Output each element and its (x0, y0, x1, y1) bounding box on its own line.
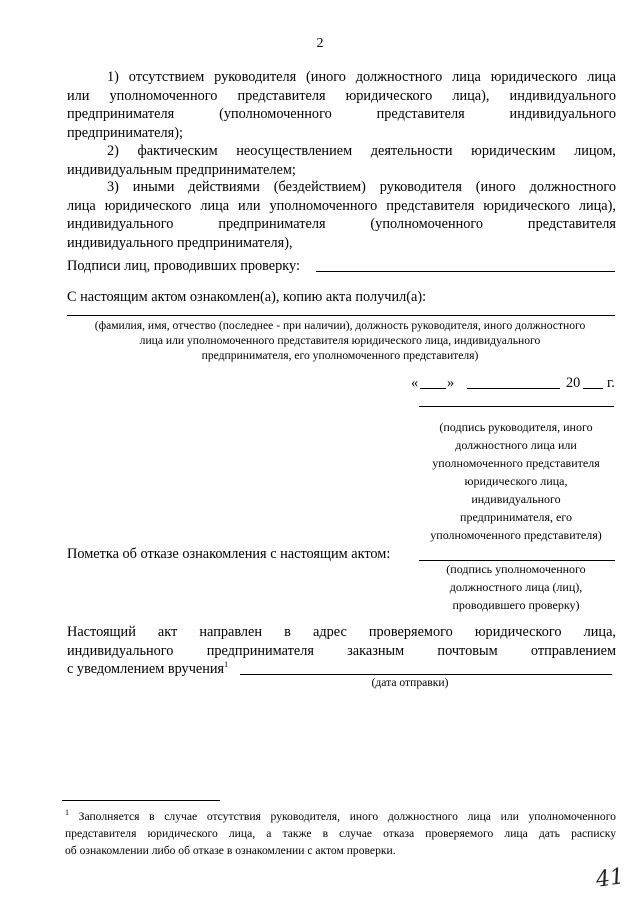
date-year-prefix: 20 (566, 375, 581, 391)
sent-footnote-mark: 1 (224, 660, 229, 670)
date-month-line (467, 388, 560, 389)
list-item-3-line-2: лица юридического лица или уполномоченного представителя юридического лица), (67, 197, 616, 214)
list-item-3-line-1: 3) иными действиями (бездействием) руководителя (иного должностного (107, 179, 616, 195)
list-item-3-line-4: индивидуального предпринимателя), (67, 234, 293, 251)
list-item-1 (67, 68, 616, 142)
list-item-1-line-3: предпринимателя (уполномоченного представителя индивидуального (67, 106, 616, 122)
footnote (65, 808, 616, 859)
handwritten-page-number: 41 (594, 864, 626, 893)
acquainted-caption (60, 318, 620, 363)
list-item-3 (67, 178, 616, 252)
footnote-separator (62, 800, 220, 801)
list-item-3-line-3: индивидуального предпринимателя (уполномоченного представителя (67, 216, 616, 232)
footnote-line-2: представителя юридического лица, а также в случае отказа проверяемого лица дать расписку (65, 827, 616, 840)
head-signature-line (419, 406, 614, 407)
date-open-quote: « (411, 375, 419, 391)
sent-date-caption: (дата отправки) (371, 676, 449, 689)
list-item-1-line-4: предпринимателя); (67, 124, 183, 141)
head-signature-caption-line-1: (подпись руководителя, иного (439, 420, 593, 434)
acquainted-caption-line-2: лица или уполномоченного представителя юридического лица, индивидуального (139, 334, 541, 347)
date-line (411, 374, 621, 394)
head-signature-caption-line-4: юридического лица, (464, 474, 568, 488)
refusal-caption (405, 560, 627, 614)
footnote-line-1 (65, 808, 616, 825)
head-signature-caption-line-2: должностного лица или (455, 438, 577, 452)
acquainted-caption-line-1: (фамилия, имя, отчество (последнее - при наличии), должность руководителя, иного должностного (94, 319, 586, 332)
footnote-line-3: об ознакомлении либо об отказе в ознакомлении с актом проверки. (65, 844, 396, 857)
head-signature-caption-line-3: уполномоченного представителя (432, 456, 600, 470)
date-year-suffix: г. (607, 375, 615, 391)
acquainted-label: С настоящим актом ознакомлен(а), копию акта получил(а): (67, 289, 427, 305)
list-item-2 (67, 142, 616, 179)
date-year-line (583, 388, 603, 389)
inspectors-signatures-label: Подписи лиц, проводивших проверку: (67, 258, 300, 274)
refusal-caption-line-2: должностного лица (лиц), (449, 580, 583, 594)
sent-line-1: Настоящий акт направлен в адрес проверяемого юридического лица, (67, 624, 616, 640)
list-item-1-line-1: 1) отсутствием руководителя (иного должностного лица юридического лица (107, 69, 616, 85)
date-day-line (420, 388, 446, 389)
head-signature-caption-line-5: индивидуального (471, 492, 561, 506)
acquainted-caption-line-3: предпринимателя, его уполномоченного представителя) (201, 349, 479, 362)
sent-line-2: индивидуального предпринимателя заказным почтовым отправлением (67, 642, 616, 659)
page-number: 2 (316, 36, 324, 51)
list-item-1-line-2: или уполномоченного представителя юридического лица), индивидуального (67, 87, 616, 104)
sent-line-3-text: с уведомлением вручения (67, 661, 225, 677)
head-signature-caption-line-7: уполномоченного представителя) (430, 528, 602, 542)
refusal-label: Пометка об отказе ознакомления с настоящим актом: (67, 546, 391, 562)
list-item-2-line-1: 2) фактическим неосуществлением деятельности юридическим лицом, (107, 143, 616, 159)
acquainted-line (67, 315, 615, 316)
footnote-line-1-text: Заполняется в случае отсутствия руководителя, иного должностного лица или уполномоченного (78, 810, 616, 823)
footnote-mark: 1 (65, 808, 69, 818)
list-item-2-line-2: индивидуальным предпринимателем; (67, 161, 296, 178)
date-close-quote: » (447, 375, 455, 391)
inspectors-signatures-line (316, 271, 615, 272)
head-signature-caption (405, 418, 627, 544)
head-signature-caption-line-6: предпринимателя, его (460, 510, 572, 524)
refusal-caption-line-1: (подпись уполномоченного (446, 562, 586, 576)
refusal-caption-line-3: проводившего проверку) (452, 598, 580, 612)
sent-paragraph (67, 623, 616, 679)
